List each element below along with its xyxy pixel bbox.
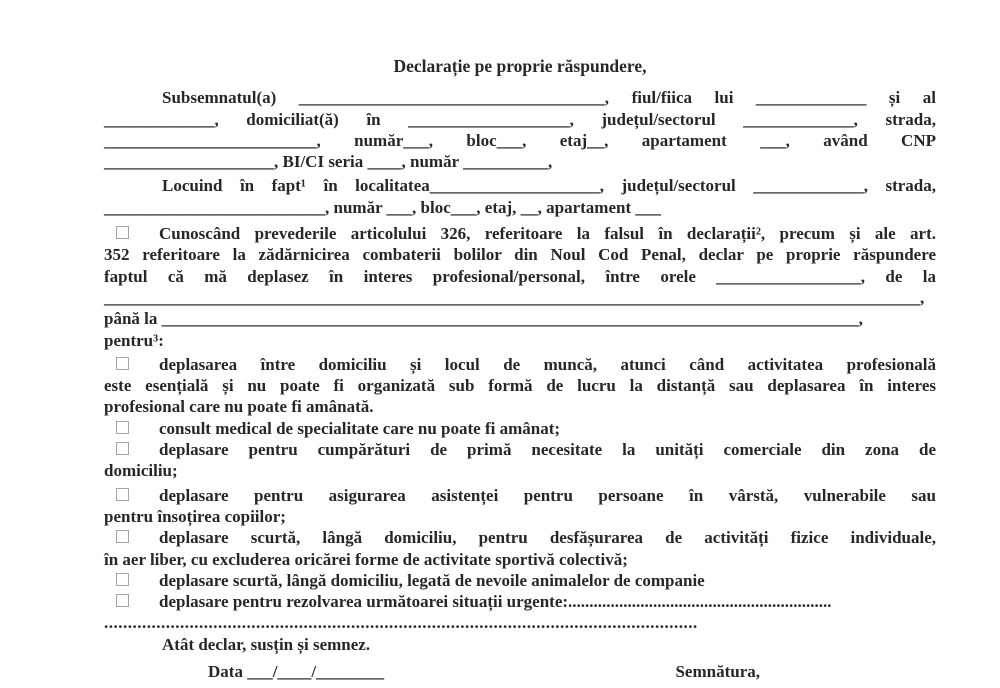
date-field: Data ___/____/________: [208, 662, 385, 682]
checkbox-icon[interactable]: [116, 442, 129, 455]
checkbox-icon[interactable]: [116, 488, 129, 501]
declaration-for-label: pentru³:: [104, 330, 164, 350]
declaration-line-1-text: Cunoscând prevederile articolului 326, referitoare la falsul în declarații², precum și ale art.: [159, 224, 936, 244]
signature-label: Semnătura,: [675, 662, 760, 682]
reason-4-line-2: pentru însoțirea copiilor;: [104, 506, 286, 526]
reason-3-line-1: [104, 439, 936, 460]
identity-line-2: _____________, domiciliat(ă) în ___________________, județul/sectorul _____________, strada,: [104, 109, 936, 129]
reason-7-line-1: [104, 591, 936, 612]
identity-line-4: ____________________, BI/CI seria ____, număr __________,: [104, 152, 553, 172]
checkbox-icon[interactable]: [116, 226, 129, 239]
checkbox-icon[interactable]: [116, 357, 129, 370]
declaration-blank-until: până la __________________________________________________________________________________,: [104, 309, 863, 329]
residence-line-1: Locuind în fapt¹ în localitatea____________________, județul/sectorul _____________, strada,: [162, 176, 936, 196]
checkbox-icon[interactable]: [116, 573, 129, 586]
reason-4-text: deplasare pentru asigurarea asistenței pentru persoane în vârstă, vulnerabile sau: [159, 485, 936, 505]
reason-4-line-1: [104, 485, 936, 506]
declaration-line-2: 352 referitoare la zădărnicirea combaterii bolilor din Noul Cod Penal, declar pe proprie răspundere: [104, 245, 936, 265]
reason-1-line-2: este esențială și nu poate fi organizată sub formă de lucru la distanță sau deplasarea în interes: [104, 376, 936, 396]
residence-line-2: __________________________, număr ___, bloc___, etaj, __, apartament ___: [104, 197, 661, 217]
reason-3-text: deplasare pentru cumpărături de primă necesitate la unități comerciale din zona de: [159, 440, 936, 460]
reason-3-line-2: domiciliu;: [104, 461, 178, 481]
reason-2-text: consult medical de specialitate care nu poate fi amânat;: [159, 418, 561, 438]
reason-5-line-2: în aer liber, cu excluderea oricărei forme de activitate sportivă colectivă;: [104, 549, 628, 569]
checkbox-icon[interactable]: [116, 421, 129, 434]
reason-7-text: deplasare pentru rezolvarea următoarei situații urgente:..............................................................: [159, 592, 832, 612]
declaration-line-1: [104, 223, 936, 244]
checkbox-icon[interactable]: [116, 530, 129, 543]
footer-row: [104, 661, 936, 682]
reason-5-text: deplasare scurtă, lângă domiciliu, pentru desfășurarea de activități fizice individuale,: [159, 528, 936, 548]
reason-1-line-3: profesional care nu poate fi amânată.: [104, 397, 374, 417]
closing-statement: Atât declar, susțin și semnez.: [162, 634, 371, 654]
declaration-line-3: faptul că mă deplasez în interes profesional/personal, între orele _________________, de la: [104, 266, 936, 286]
reason-2-line-1: [104, 418, 936, 439]
urgent-situation-dotted-line: .............................................................................................................................: [104, 613, 698, 633]
reason-6-text: deplasare scurtă, lângă domiciliu, legată de nevoile animalelor de companie: [159, 570, 705, 590]
declaration-blank-from: ________________________________________________________________________________________________,: [104, 287, 925, 307]
checkbox-icon[interactable]: [116, 594, 129, 607]
reason-6-line-1: [104, 570, 936, 591]
document-title: Declarație pe proprie răspundere,: [393, 56, 647, 76]
identity-line-1: Subsemnatul(a) ____________________________________, fiul/fiica lui _____________ și al: [162, 88, 936, 108]
reason-1-text: deplasarea între domiciliu și locul de muncă, atunci când activitatea profesională: [159, 354, 936, 374]
identity-line-3: _________________________, număr___, bloc___, etaj__, apartament ___, având CNP: [104, 130, 936, 150]
reason-1-line-1: [104, 354, 936, 375]
reason-5-line-1: [104, 527, 936, 548]
